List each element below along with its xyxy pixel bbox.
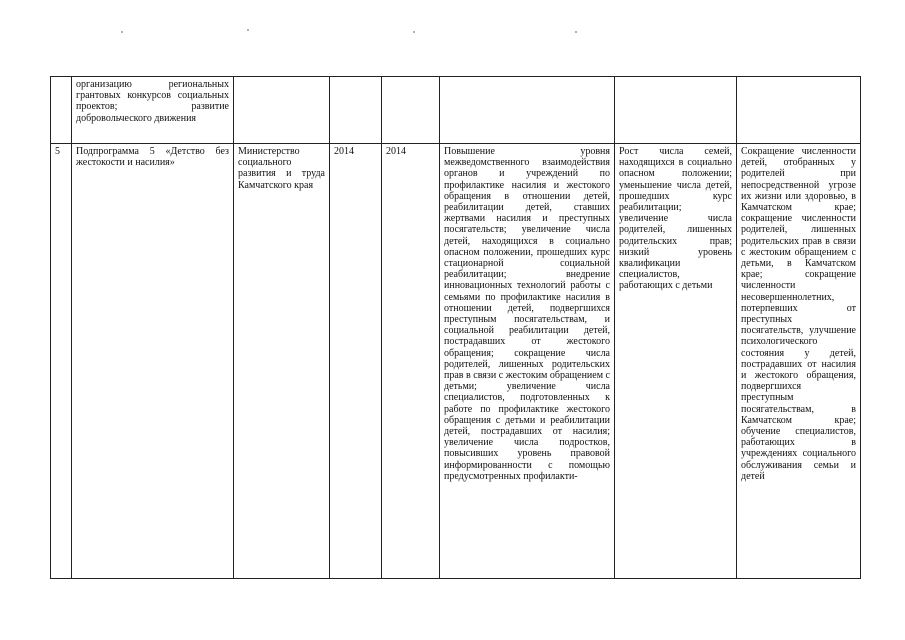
cell-executor [234,77,330,144]
cell-number: 5 [51,144,72,579]
table-row [51,77,861,144]
cell-activity: организацию региональных грантовых конкурсов социальных проектов; развитие добровольческого движения [72,77,234,144]
cell-consequences: Рост числа семей, находящихся в социально опасном положении; уменьшение числа детей, прошедших курс реабилитации; увеличение числа родителей, лишенных родительских прав; низкий уровень квалификации специалистов, работающих с детьми [615,144,737,579]
cell-expected-result: Повышение уровня межведомственного взаимодействия органов и учреждений по профилактике насилия и жестокого обращения в отношении детей, реабилитации детей, ставших жертвами насилия и преступных посягательств; увеличение числа детей, находящихся в социально опасном положении, прошедших курс стационарной социальной реабилитации; внедрение инновационных технологий работы с семьями по профилактике насилия в отношении детей, подвергшихся преступным посягательствам, и социальной реабилитации детей, пострадавших от жестокого обращения; сокращение числа родителей, лишенных родительских прав в связи с жестоким обращением с детьми; увеличение числа специалистов, подготовленных к работе по профилактике жестокого обращения с детьми и реабилитации детей, пострадавших от насилия; увеличение числа подростков, повысивших уровень правовой информированности с помощью предусмотренных профилакти- [440,144,615,579]
cell-end-year [382,77,440,144]
cell-indicators: Сокращение численности детей, отобранных у родителей при непосредственной угрозе их жизни или здоровью, в Камчатском крае; сокращение численности родителей, лишенных родительских прав в связи с жестоким обращением с детьми, в Камчатском крае; сокращение численности несовершеннолетних, потерпевших от преступных посягательств, улучшение психологического состояния у детей, пострадавших от насилия и жестокого обращения, подвергшихся преступным посягательствам, в Камчатском крае; обучение специалистов, работающих в учреждениях социального обслуживания семьи и детей [737,144,861,579]
program-table [50,76,861,579]
scan-speck [575,31,577,33]
scan-speck [413,31,415,33]
scan-speck [121,31,123,33]
scan-speck [247,29,249,31]
cell-number [51,77,72,144]
cell-activity: Подпрограмма 5 «Детство без жестокости и насилия» [72,144,234,579]
table-row [51,144,861,579]
cell-indicators [737,77,861,144]
cell-expected-result [440,77,615,144]
cell-start-year [330,77,382,144]
cell-end-year: 2014 [382,144,440,579]
cell-executor: Министерство социального развития и труда Камчатского края [234,144,330,579]
cell-consequences [615,77,737,144]
cell-start-year: 2014 [330,144,382,579]
